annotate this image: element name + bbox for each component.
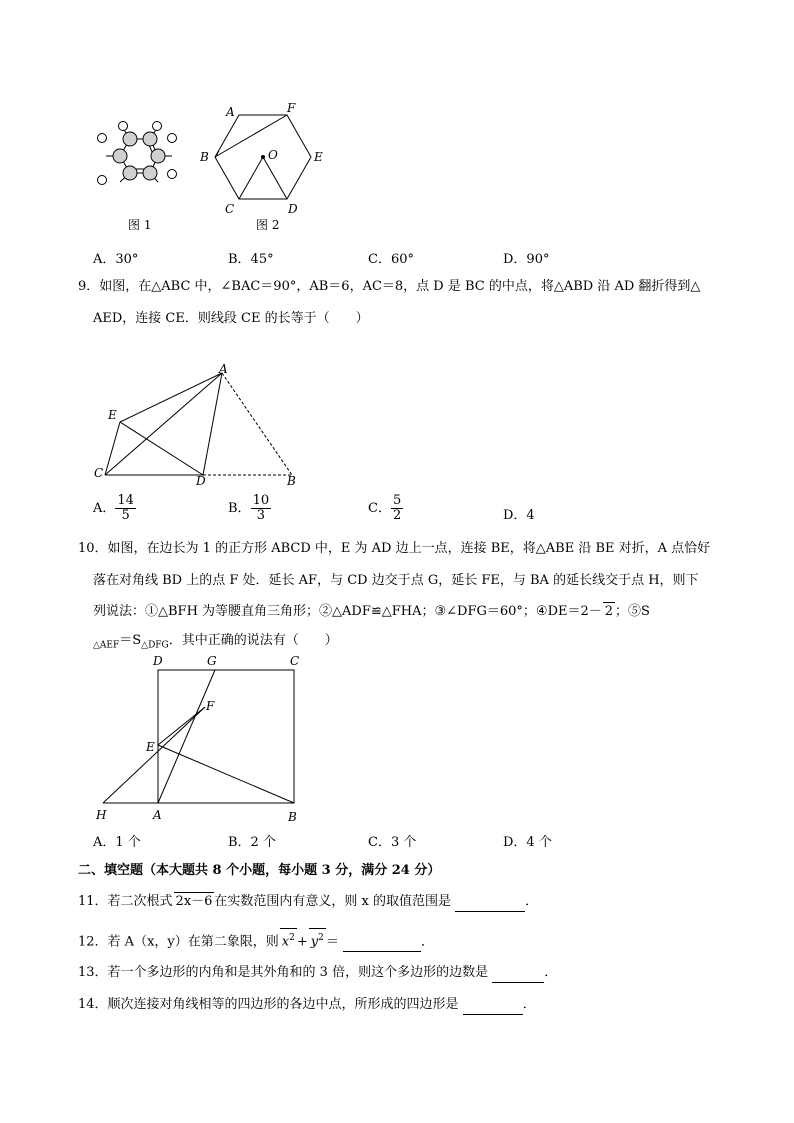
q8-option-d[interactable]: D．90°: [503, 252, 550, 267]
q9-option-d[interactable]: D．4: [503, 508, 535, 523]
q10-label-F: F: [206, 699, 215, 713]
q9-text-line2: AED，连接 CE．则线段 CE 的长等于（ ）: [93, 311, 369, 326]
q12-radical-y: $y^2$: [309, 928, 326, 951]
q10-text-line3: 列说法：①△BFH 为等腰直角三角形；②△ADF≌△FHA；③∠DFG＝60°；④DE＝2－ 2 ；⑤S: [93, 604, 650, 619]
q9-option-c-label: C．: [368, 501, 391, 516]
q10-label-E: E: [146, 740, 155, 754]
q9-option-b-fraction: $\frac{10}{3}$: [252, 493, 270, 523]
q10-label-C: C: [290, 654, 300, 668]
q8-option-a[interactable]: A．30°: [93, 252, 139, 267]
q8-option-b[interactable]: B．45°: [228, 252, 274, 267]
q10-option-a[interactable]: A．1 个: [93, 835, 141, 850]
q10-option-d[interactable]: D．4 个: [503, 835, 552, 850]
q9-figure: [95, 365, 305, 480]
q14: 14．顺次连接对角线相等的四边形的各边中点，所形成的四边形是 ．: [78, 996, 536, 1015]
q9-label-E: E: [108, 408, 117, 422]
sqrt-2: 2: [604, 604, 614, 619]
q12: 12．若 A（x，y）在第二象限，则 $x^2 + y^2$ ＝ ．: [78, 928, 434, 952]
q10-label-A: A: [153, 808, 162, 822]
hex-label-D: D: [288, 202, 298, 216]
q9-option-a-fraction: $\frac{14}{5}$: [117, 493, 134, 523]
q9-option-c-fraction: $\frac{5}{2}$: [392, 493, 402, 523]
q9-label-C: C: [94, 466, 104, 480]
q10-figure: [95, 665, 305, 810]
hex-label-C: C: [225, 202, 235, 216]
q10-label-H: H: [96, 808, 107, 822]
q9-label-B: B: [287, 474, 296, 488]
q9-label-A: A: [219, 362, 228, 376]
q10-option-b[interactable]: B．2 个: [228, 835, 276, 850]
q9-option-b[interactable]: [228, 494, 271, 523]
q12-radical-x: $x^2$: [280, 928, 297, 951]
q10-option-c[interactable]: C．3 个: [368, 835, 417, 850]
q13: 13．若一个多边形的内角和是其外角和的 3 倍，则这个多边形的边数是 ．: [78, 964, 557, 983]
q9-text-line1: 9．如图，在△ABC 中，∠BAC＝90°，AB＝6，AC＝8，点 D 是 BC 的中点，将△ABD 沿 AD 翻折得到△: [78, 279, 701, 294]
q12-answer-blank[interactable]: [343, 933, 421, 952]
figure-1-molecule: [88, 118, 188, 198]
q11-answer-blank[interactable]: [455, 893, 525, 912]
q11: 11．若二次根式 2x－6 在实数范围内有意义，则 x 的取值范围是 ．: [78, 892, 538, 912]
q10-text-line2: 落在对角线 BD 上的点 F 处．延长 AF，与 CD 边交于点 G，延长 FE，与 BA 的延长线交于点 H，则下: [93, 573, 699, 588]
q10-text-line4: $_{\triangle AEF}=S_{\triangle DFG}$．其中正确的说法有（ ）: [93, 633, 338, 651]
q9-label-D: D: [196, 474, 206, 488]
figure-2-caption: 图 2: [256, 218, 280, 232]
q10-label-G: G: [207, 654, 217, 668]
q10-label-D: D: [153, 654, 163, 668]
q10-text-line1: 10．如图，在边长为 1 的正方形 ABCD 中，E 为 AD 边上一点，连接 BE，将△ABE 沿 BE 对折，A 点恰好: [78, 541, 711, 556]
q10-label-B: B: [288, 810, 297, 824]
hex-label-B: B: [200, 150, 209, 164]
section-2-heading: 二、填空题（本大题共 8 个小题，每小题 3 分，满分 24 分）: [78, 863, 441, 878]
q11-radical: 2x－6: [175, 894, 213, 909]
q13-answer-blank[interactable]: [492, 964, 544, 983]
q8-option-c[interactable]: C．60°: [368, 252, 414, 267]
hex-label-A: A: [226, 105, 235, 119]
hex-label-E: E: [314, 150, 323, 164]
figure-1-caption: 图 1: [128, 218, 152, 232]
hex-label-F: F: [287, 101, 296, 115]
q9-option-a[interactable]: [93, 494, 136, 523]
figure-2-hexagon: [195, 98, 330, 218]
q14-answer-blank[interactable]: [463, 996, 523, 1015]
q9-option-b-label: B．: [228, 501, 251, 516]
q9-option-c[interactable]: [368, 494, 403, 523]
hex-label-O: O: [268, 148, 278, 162]
q9-option-a-label: A．: [93, 501, 116, 516]
